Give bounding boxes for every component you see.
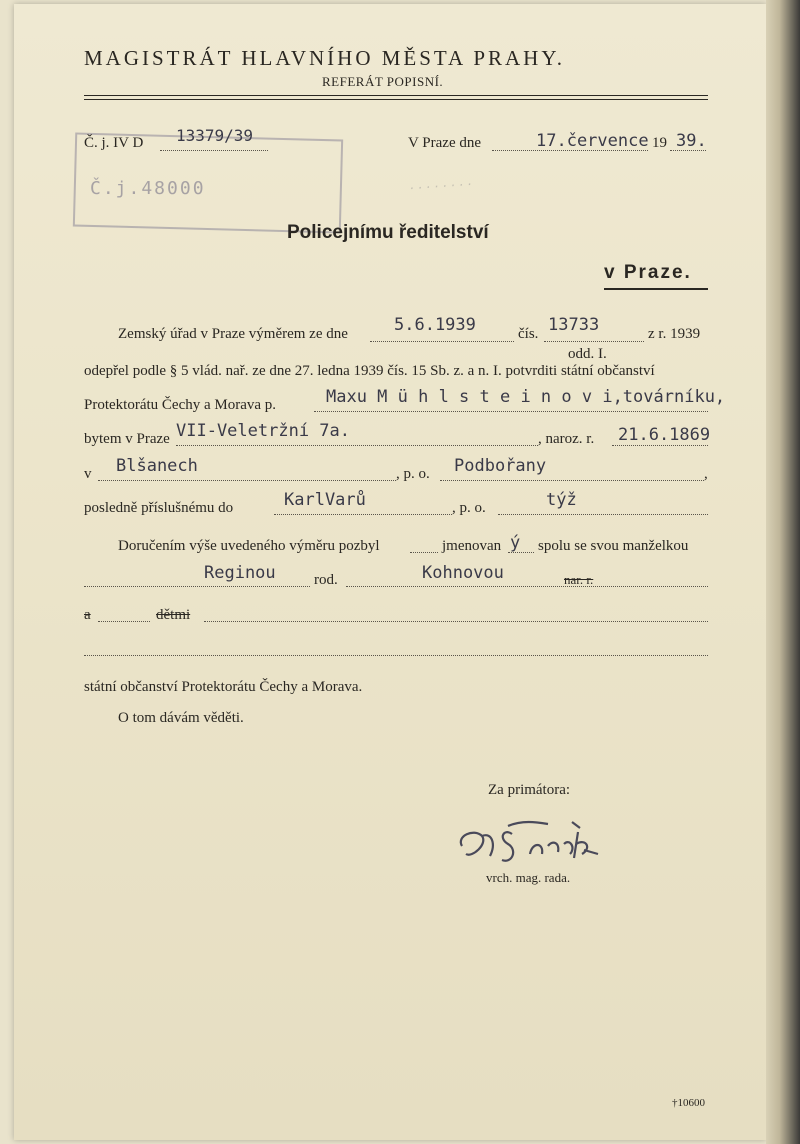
last-residence-place: KarlVarů — [284, 490, 366, 510]
and-label-struck: a — [84, 607, 91, 623]
header-rule-thin — [84, 99, 708, 100]
year-prefix: 19 — [652, 135, 667, 151]
birth-date: 21.6.1869 — [618, 425, 711, 445]
born-label-struck: nar. r. — [564, 572, 594, 587]
named-label: jmenovan — [442, 538, 502, 554]
body-line-2: odepřel podle § 5 vlád. nař. ze dne 27. ledna 1939 čís. 15 Sb. z. a n. I. potvrditi státní občanství — [84, 363, 655, 379]
decision-number: 13733 — [548, 315, 600, 335]
header-rule — [84, 95, 708, 96]
decision-intro: Zemský úřad v Praze výměrem ze dne — [118, 326, 348, 342]
document-date: 17.července — [536, 131, 649, 151]
pencil-annotation: . . . . . . . . — [409, 173, 473, 194]
decision-date: 5.6.1939 — [394, 315, 476, 335]
wife-maiden-name: Kohnovou — [422, 563, 504, 583]
reference-number: 13379/39 — [176, 126, 254, 145]
form-number: †10600 — [672, 1097, 705, 1109]
residence-address: VII-Veletržní 7a. — [176, 421, 350, 441]
po-label: , p. o. — [396, 466, 430, 482]
stamp-number: Č.j.48000 — [90, 178, 206, 199]
document-year: 39. — [676, 131, 707, 151]
department-label: odd. I. — [568, 346, 607, 362]
signatory-title: vrch. mag. rada. — [486, 870, 571, 885]
protectorate-label: Protektorátu Čechy a Morava p. — [84, 397, 277, 413]
place-date-label: V Praze dne — [408, 135, 482, 151]
recipient-name: Policejnímu ředitelství — [287, 222, 489, 243]
residence-label: bytem v Praze — [84, 431, 170, 447]
named-suffix: ý — [510, 533, 521, 553]
born-label: , naroz. r. — [538, 431, 595, 447]
for-mayor-label: Za primátora: — [488, 782, 571, 798]
children-label-struck: dětmi — [156, 607, 191, 623]
po-label-2: , p. o. — [452, 500, 486, 516]
last-residence-label: posledně příslušnému do — [84, 500, 234, 516]
last-post-office: týž — [546, 490, 577, 510]
city-underline — [604, 288, 708, 290]
person-name: Maxu M ü h l s t e i n o v i,továrníku, — [326, 387, 726, 407]
with-wife-label: spolu se svou manželkou — [538, 538, 689, 554]
reference-label: Č. j. IV D — [84, 135, 144, 151]
loss-statement: Doručením výše uvedeného výměru pozbyl — [118, 538, 380, 554]
closing-statement: státní občanství Protektorátu Čechy a Morava. — [84, 679, 363, 695]
birth-post-office: Podbořany — [454, 456, 547, 476]
office-department: REFERÁT POPISNÍ. — [322, 74, 444, 89]
office-title: MAGISTRÁT HLAVNÍHO MĚSTA PRAHY. — [84, 46, 566, 70]
handwritten-signature — [452, 814, 632, 874]
wife-name: Reginou — [204, 563, 276, 583]
scan-edge — [766, 0, 800, 1144]
year-label: z r. 1939 — [648, 326, 701, 342]
recipient-city: v Praze. — [604, 262, 692, 283]
closing-notice: O tom dávám věděti. — [118, 710, 244, 726]
v-label: v — [84, 466, 92, 482]
number-label: čís. — [518, 326, 539, 342]
maiden-label: rod. — [314, 572, 338, 588]
birthplace: Blšanech — [116, 456, 198, 476]
